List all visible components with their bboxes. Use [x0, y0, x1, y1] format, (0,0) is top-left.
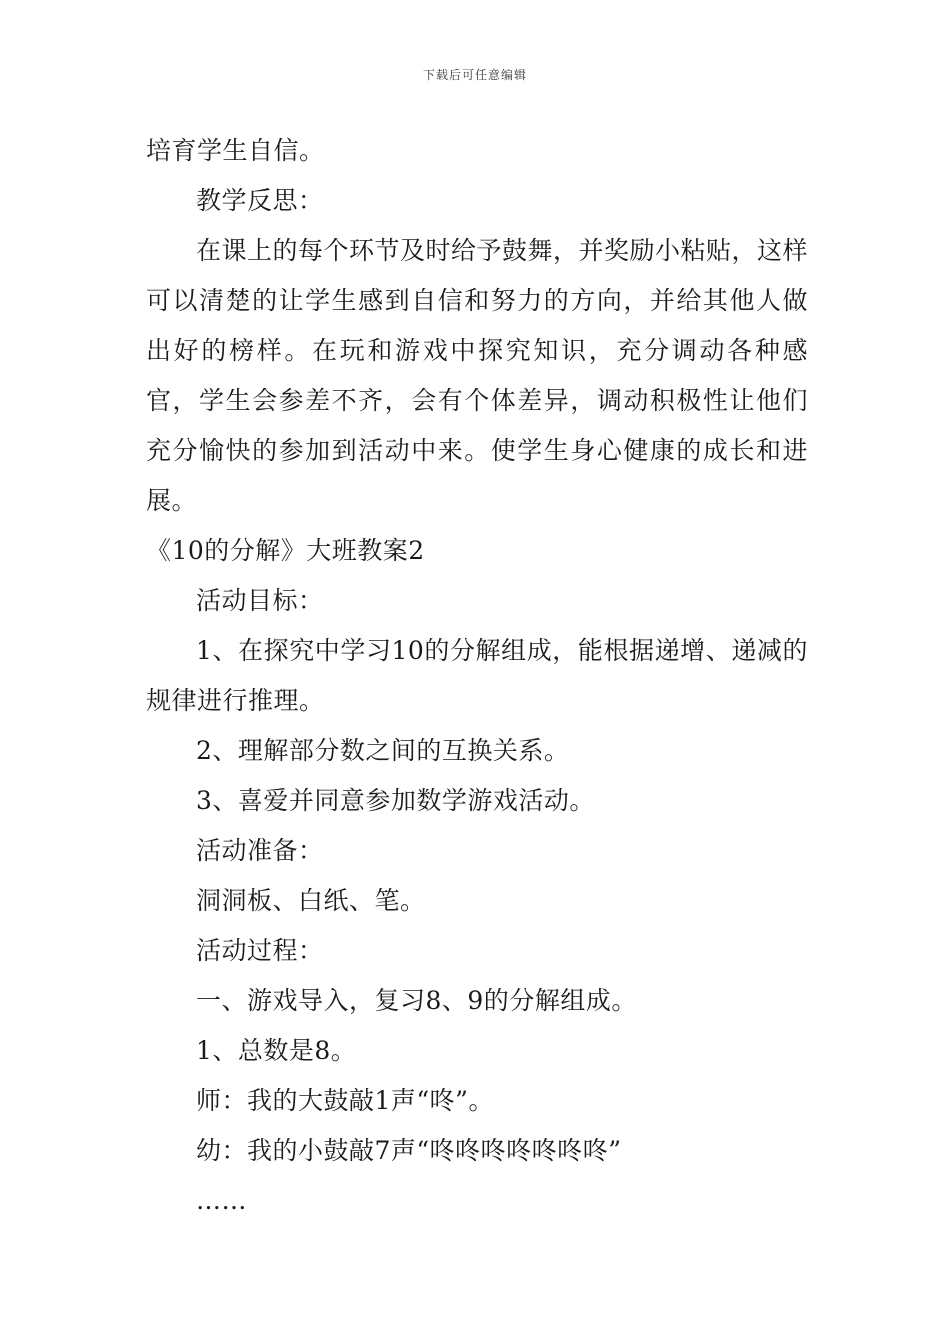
goal-item-3: 3、喜爱并同意参加数学游戏活动。	[196, 786, 595, 815]
document-body	[146, 126, 808, 1226]
heading-activity-goals: 活动目标：	[196, 586, 324, 615]
preparation-materials: 洞洞板、白纸、笔。	[196, 886, 426, 915]
goal-item-2: 2、理解部分数之间的互换关系。	[196, 736, 570, 765]
heading-activity-preparation: 活动准备：	[196, 836, 324, 865]
process-step-1: 一、游戏导入，复习8、9的分解组成。	[196, 986, 637, 1015]
heading-activity-process: 活动过程：	[196, 936, 324, 965]
process-substep-1: 1、总数是8。	[196, 1036, 357, 1065]
page-header: 下载后可任意编辑	[422, 68, 527, 82]
ellipsis: ……	[196, 1186, 247, 1215]
dialogue-child: 幼：我的小鼓敲7声“咚咚咚咚咚咚咚”	[196, 1136, 622, 1165]
goal-item-1: 1、在探究中学习10的分解组成，能根据递增、递减的规律进行推理。	[146, 636, 808, 715]
dialogue-teacher: 师：我的大鼓敲1声“咚”。	[196, 1086, 494, 1115]
paragraph-1: 培育学生自信。	[146, 136, 325, 165]
paragraph-reflection: 在课上的每个环节及时给予鼓舞，并奖励小粘贴，这样可以清楚的让学生感到自信和努力的方向，并给其他人做出好的榜样。在玩和游戏中探究知识，充分调动各种感官，学生会参差不齐，会有个体差异，调动积极性让他们充分愉快的参加到活动中来。使学生身心健康的成长和进展。	[146, 236, 809, 515]
heading-teaching-reflection: 教学反思：	[196, 186, 324, 215]
lesson-title: 《10的分解》大班教案2	[146, 536, 425, 565]
